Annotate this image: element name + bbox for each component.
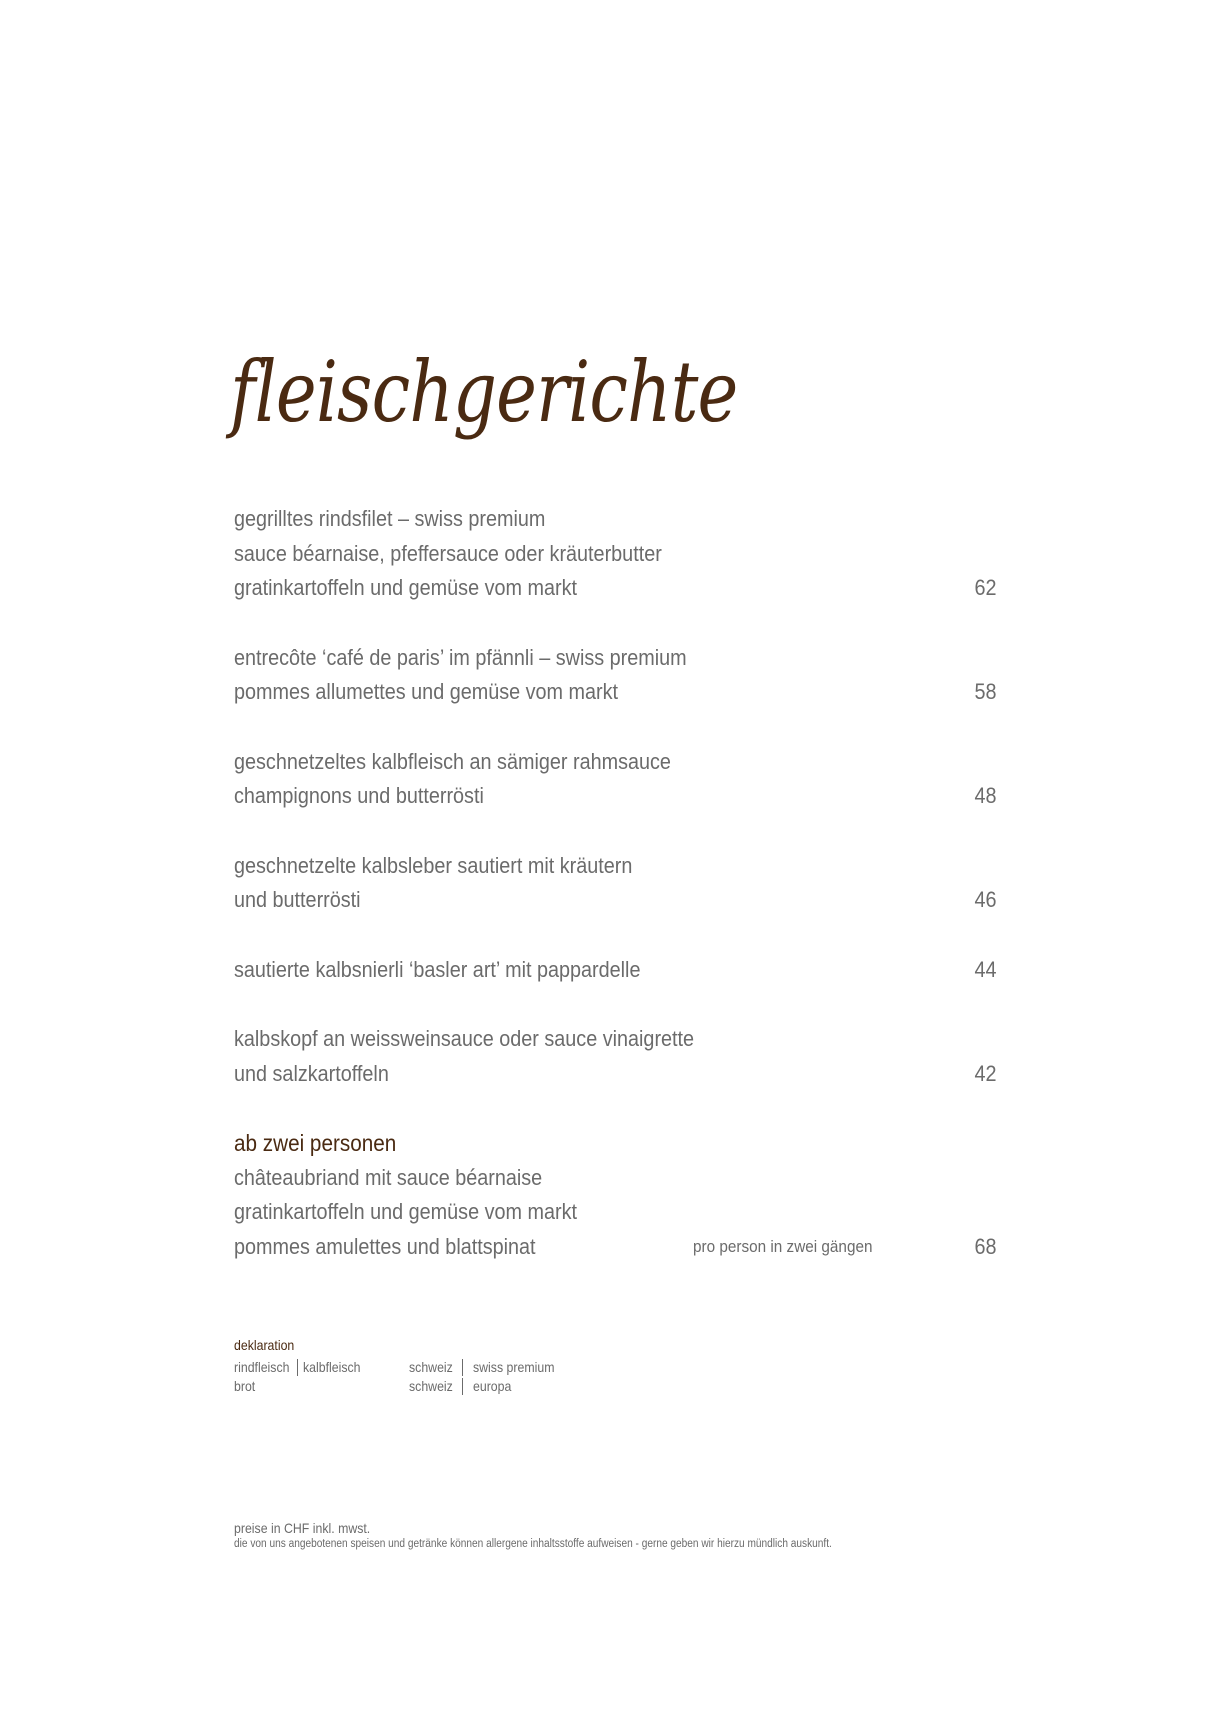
declaration <box>234 1336 634 1396</box>
item-line: und butterrösti <box>234 887 361 912</box>
item-line: champignons und butterrösti <box>234 783 484 808</box>
item-price: 68 <box>973 1233 996 1259</box>
menu-item <box>234 745 996 814</box>
divider <box>462 1378 463 1395</box>
item-price: 58 <box>973 679 996 704</box>
product-name: rindfleisch <box>234 1359 290 1375</box>
item-line: pommes amulettes und blattspinat <box>234 1233 536 1259</box>
item-line: gratinkartoffeln und gemüse vom markt <box>234 575 578 600</box>
section-label: ab zwei personen <box>234 1130 397 1156</box>
item-line: gratinkartoffeln und gemüse vom markt <box>234 1199 578 1224</box>
item-line: pommes allumettes und gemüse vom markt <box>234 679 619 704</box>
item-price: 46 <box>973 887 996 912</box>
product-name: brot <box>234 1378 256 1394</box>
footer <box>234 1519 913 1552</box>
menu-item <box>234 502 996 606</box>
declaration-row <box>234 1377 634 1396</box>
item-line: gegrilltes rindsfilet – swiss premium <box>234 506 546 531</box>
item-line: und salzkartoffeln <box>234 1060 389 1086</box>
declaration-row <box>234 1358 634 1377</box>
item-line: sauce béarnaise, pfeffersauce oder kräuterbutter <box>234 540 662 566</box>
item-line: geschnetzeltes kalbfleisch an sämiger rahmsauce <box>234 748 671 774</box>
product-name: kalbfleisch <box>303 1359 361 1375</box>
origin-name: schweiz <box>409 1359 453 1375</box>
item-price: 42 <box>973 1060 996 1086</box>
menu-item <box>234 1022 996 1091</box>
menu-list <box>234 502 996 1299</box>
item-line: geschnetzelte kalbsleber sautiert mit kräutern <box>234 852 633 878</box>
special-item <box>234 1126 996 1264</box>
price-note: pro person in zwei gängen <box>693 1236 873 1256</box>
item-price: 48 <box>973 783 996 808</box>
menu-item <box>234 849 996 918</box>
allergen-info: die von uns angebotenen speisen und getränke können allergene inhaltsstoffe aufweisen - gerne geben wir hierzu mündlich auskunft. <box>234 1538 832 1550</box>
origin-name: schweiz <box>409 1378 453 1394</box>
item-line: entrecôte ‘café de paris’ im pfännli – swiss premium <box>234 644 687 670</box>
menu-item <box>234 953 996 988</box>
declaration-product <box>234 1358 289 1377</box>
divider <box>462 1359 463 1376</box>
item-line: châteaubriand mit sauce béarnaise <box>234 1164 543 1190</box>
declaration-title: deklaration <box>234 1337 295 1353</box>
origin-name: europa <box>473 1378 512 1394</box>
price-info: preise in CHF inkl. mwst. <box>234 1520 371 1536</box>
item-price: 62 <box>973 575 996 600</box>
item-price: 44 <box>973 956 996 982</box>
page-title: fleischgerichte <box>230 343 738 441</box>
divider <box>297 1359 298 1376</box>
item-line: kalbskopf an weissweinsauce oder sauce vinaigrette <box>234 1026 695 1051</box>
menu-item <box>234 641 996 710</box>
item-line: sautierte kalbsnierli ‘basler art’ mit pappardelle <box>234 956 641 982</box>
origin-name: swiss premium <box>473 1359 555 1375</box>
